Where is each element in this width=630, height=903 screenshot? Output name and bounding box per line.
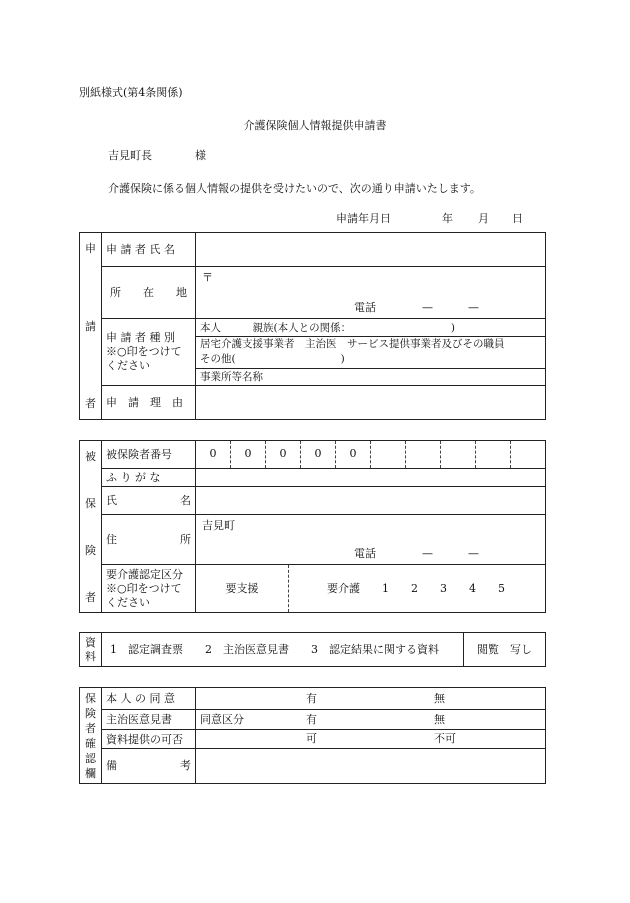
office-name-field[interactable]: 事業所等名称: [196, 369, 546, 386]
insured-number-digit: 0: [196, 441, 231, 468]
applicant-type-options[interactable]: 本人 親族(本人との関係： ) 居宅介護支援事業者 主治医 サービス提供事業者及びその職員 その他( ): [196, 319, 546, 369]
insured-number-digit: [511, 441, 545, 468]
insured-number-digit: 0: [231, 441, 266, 468]
consent-label: 本 人 の 同 意: [102, 688, 196, 710]
insurer-table: [79, 687, 546, 784]
consent-options[interactable]: 有 無: [196, 688, 546, 710]
applicant-address-label: 所 在 地: [102, 267, 196, 319]
insured-number-digit: [406, 441, 441, 468]
date-label: 申請年月日: [336, 212, 391, 225]
care-level-3[interactable]: 3: [440, 582, 447, 595]
doctor-opinion-options[interactable]: 同意区分 有 無: [196, 710, 546, 730]
form-title: 介護保険個人情報提供申請書: [243, 119, 387, 132]
materials-side-label: 資料: [80, 633, 102, 667]
applicant-table: [79, 232, 546, 420]
insurer-side-label: 保険者確認欄: [80, 688, 102, 784]
furigana-label: ふ り が な: [102, 469, 196, 487]
applicant-side-label: 申 請 者: [80, 233, 102, 420]
provision-label: 資料提供の可否: [102, 730, 196, 748]
materials-access-type[interactable]: 閲覧 写し: [464, 633, 546, 667]
applicant-name-label: 申 請 者 氏 名: [102, 233, 196, 267]
materials-items[interactable]: 1 認定調査票 2 主治医意見書 3 認定結果に関する資料: [102, 633, 464, 667]
provision-options[interactable]: 可 不可: [196, 730, 546, 748]
date-day: 日: [512, 212, 523, 225]
application-reason-label: 申 請 理 由: [102, 386, 196, 420]
care-level-5[interactable]: 5: [498, 582, 505, 595]
insured-address-field[interactable]: 吉見町 電話 — —: [196, 515, 546, 565]
applicant-name-field[interactable]: [196, 233, 546, 267]
honorific: 様: [195, 149, 206, 162]
remarks-label: 備 考: [102, 748, 196, 783]
furigana-field[interactable]: [196, 469, 546, 487]
applicant-address-field[interactable]: 〒 電話 — —: [196, 267, 546, 319]
insured-side-label: 被 保 険 者: [80, 441, 102, 613]
insured-number-digit: 0: [301, 441, 336, 468]
care-level-4[interactable]: 4: [469, 582, 476, 595]
insured-table: [79, 440, 546, 613]
insured-number-digit: [441, 441, 476, 468]
addressee: 吉見町長: [108, 149, 152, 162]
remarks-field[interactable]: [196, 748, 546, 783]
date-year: 年: [442, 212, 453, 225]
date-month: 月: [478, 212, 489, 225]
insured-number-digit: [371, 441, 406, 468]
insured-number-digit: 0: [336, 441, 371, 468]
care-level-label: 要介護認定区分 ※○印をつけて ください: [102, 565, 196, 613]
care-option[interactable]: 要介護: [327, 582, 360, 595]
application-reason-field[interactable]: [196, 386, 546, 420]
insured-number-digit: [476, 441, 511, 468]
insured-name-label: 氏 名: [102, 487, 196, 515]
support-option[interactable]: 要支援: [196, 565, 289, 612]
doctor-opinion-label: 主治医意見書: [102, 710, 196, 730]
insured-number-label: 被保険者番号: [102, 441, 196, 469]
care-level-1[interactable]: 1: [382, 582, 389, 595]
care-level-2[interactable]: 2: [411, 582, 418, 595]
insured-number-field[interactable]: [196, 441, 546, 469]
insured-name-field[interactable]: [196, 487, 546, 515]
care-level-options[interactable]: [196, 565, 546, 613]
form-reference: 別紙様式(第4条関係): [79, 86, 183, 99]
insured-address-label: 住 所: [102, 515, 196, 565]
materials-table: [79, 632, 546, 667]
insured-number-digit: 0: [266, 441, 301, 468]
intro-text: 介護保険に係る個人情報の提供を受けたいので、次の通り申請いたします。: [108, 182, 481, 195]
applicant-type-label: 申 請 者 種 別 ※○印をつけて ください: [102, 319, 196, 386]
